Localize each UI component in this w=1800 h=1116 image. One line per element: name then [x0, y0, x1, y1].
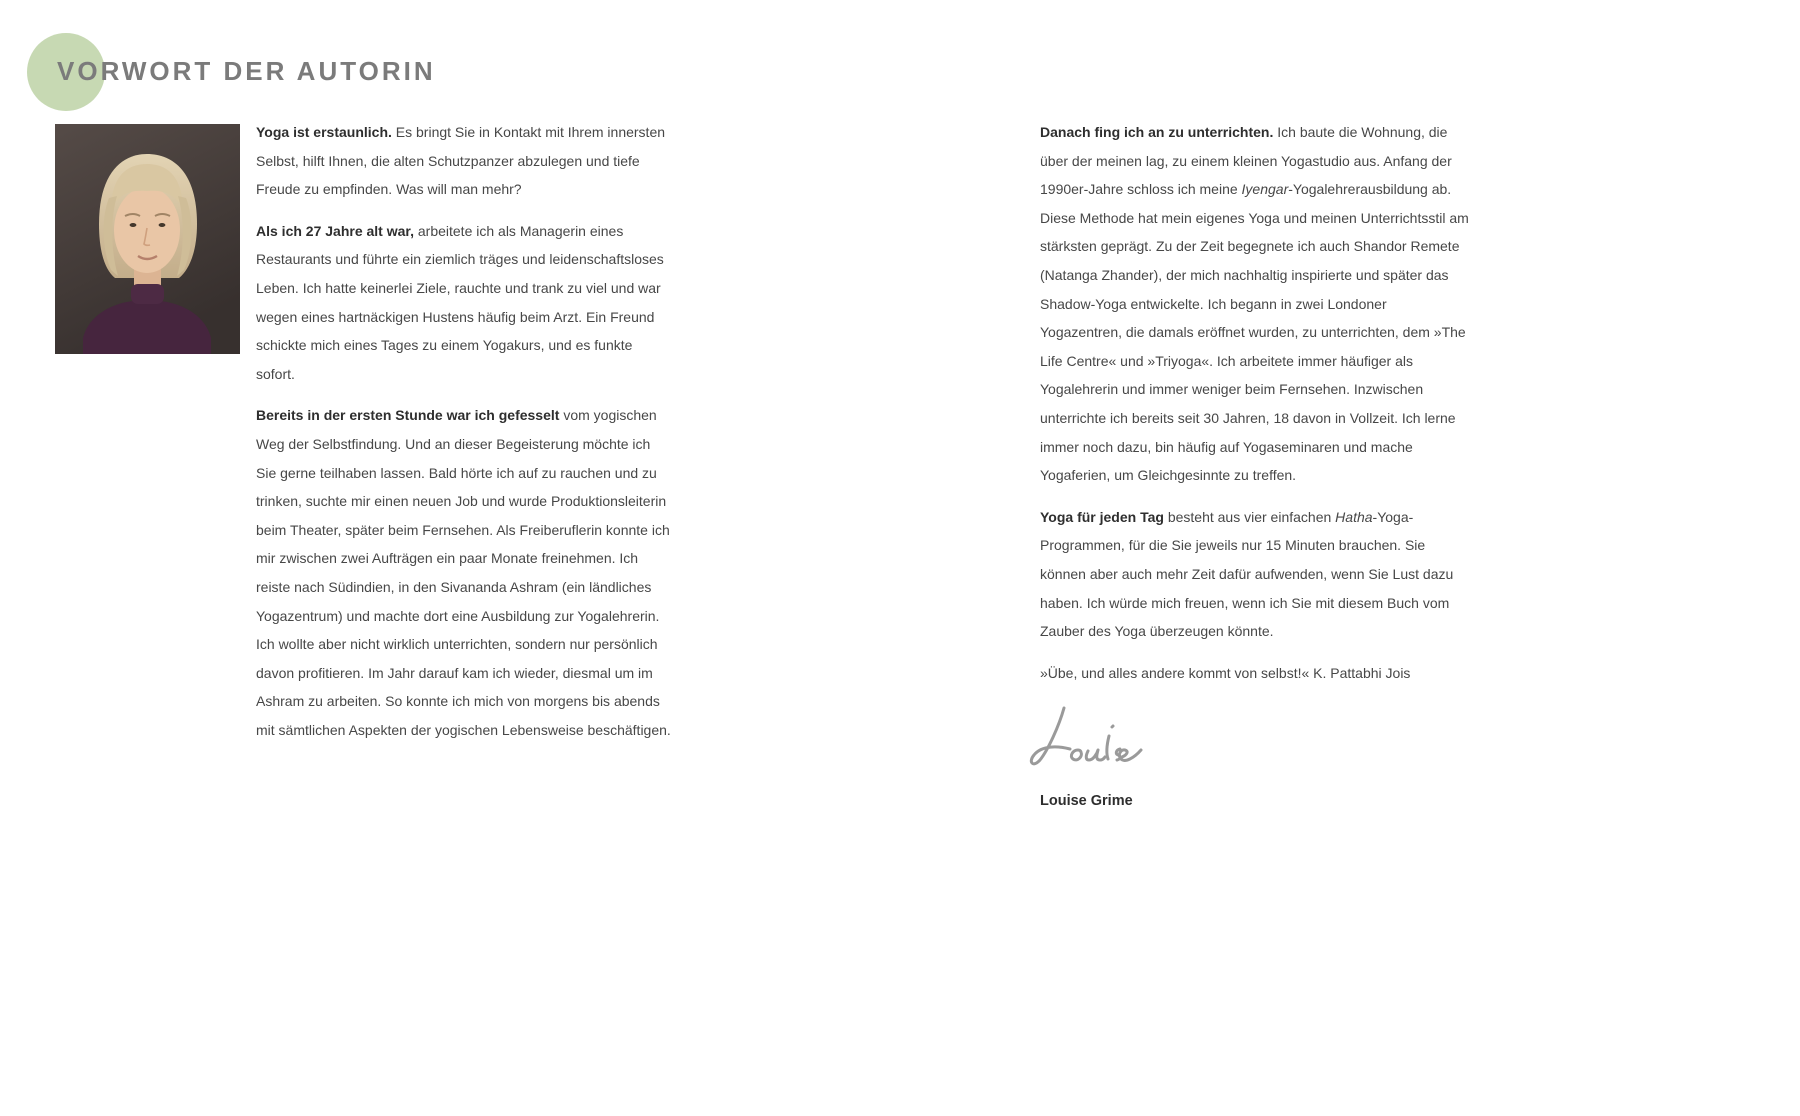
paragraph [1040, 503, 1470, 646]
signature-stroke-i [1107, 736, 1109, 759]
signature-i-dot [1112, 726, 1113, 727]
quote-line: »Übe, und alles andere kommt von selbst!« K. Pattabhi Jois [1040, 664, 1411, 681]
paragraph-lead: Yoga für jeden Tag [1040, 508, 1164, 525]
paragraph-lead: Danach fing ich an zu unterrichten. [1040, 124, 1274, 140]
signature-stroke-L [1031, 708, 1070, 764]
paragraph-lead: Yoga ist erstaunlich. [256, 124, 392, 140]
paragraph [256, 118, 672, 204]
italic-term: Iyengar [1241, 181, 1289, 198]
signature-stroke-e [1119, 750, 1141, 761]
eye-right [159, 223, 166, 227]
author-signature [1018, 700, 1158, 785]
eye-left [130, 223, 137, 227]
paragraph-text: vom yogischen Weg der Selbstfindung. Und an dieser Begeisterung möchte ich Sie gerne teilhaben lassen. Bald hörte ich auf zu rauchen und zu trinken, suchte mir einen neuen Job und wurde Produktionsleiterin beim Theater, später beim Fernsehen. Als Freiberuflerin konnte ich mir zwischen zwei Aufträgen ein paar Monate freinehmen. Ich reiste nach Südindien, in den Sivananda Ashram (ein ländliches Yogazentrum) und machte dort eine Ausbildung zur Yogalehrerin. Ich wollte aber nicht wirklich unterrichten, sondern nur persönlich davon profitieren. Im Jahr darauf kam ich wieder, diesmal um im Ashram zu arbeiten. So konnte ich mich von morgens bis abends mit sämtlichen Aspekten der yogischen Lebensweise beschäftigen. [256, 407, 671, 738]
italic-term: Hatha [1335, 508, 1373, 525]
paragraph [256, 217, 672, 389]
paragraph-text: -Yoga-Programmen, für die Sie jeweils nur 15 Minuten brauchen. Sie können aber auch mehr Zeit dafür aufwenden, wenn Sie Lust dazu haben. Ich würde mich freuen, wenn ich Sie mit diesem Buch vom Zauber des Yoga überzeugen könnte. [1040, 508, 1454, 640]
author-name: Louise Grime [1040, 793, 1133, 810]
paragraph [256, 401, 672, 744]
paragraph-text: Ich baute die Wohnung, die über der meinen lag, zu einem kleinen Yogastudio aus. Anfang der 1990er-Jahre schloss ich meine [1040, 124, 1452, 198]
page-title: VORWORT DER AUTORIN [57, 56, 436, 86]
paragraph-lead: Bereits in der ersten Stunde war ich gefesselt [256, 407, 560, 424]
paragraph-lead: Als ich 27 Jahre alt war, [256, 222, 414, 239]
right-text-column [1040, 118, 1470, 816]
paragraph-text: arbeitete ich als Managerin eines Restaurants und führte ein ziemlich träges und leidenschaftsloses Leben. Ich hatte keinerlei Ziele, rauchte und trank zu viel und war wegen eines hartnäckigen Hustens häufig beim Arzt. Ein Freund schickte mich eines Tages zu einem Yogakurs, und es funkte sofort. [256, 222, 664, 382]
paragraph-text: -Yogalehrerausbildung ab. Diese Methode hat mein eigenes Yoga und meinen Unterrichtsstil am stärksten geprägt. Zu der Zeit begegnete ich auch Shandor Remete (Natanga Zhander), der mich nachhaltig inspirierte und später das Shadow-Yoga entwickelte. Ich begann in zwei Londoner Yogazentren, die damals eröffnet wurden, zu unterrichten, dem »The Life Centre« und »Triyoga«. Ich arbeitete immer häufiger als Yogalehrerin und immer weniger beim Fernsehen. Inzwischen unterrichte ich bereits seit 30 Jahren, 18 davon in Vollzeit. Ich lerne immer noch dazu, bin häufig auf Yogaseminaren und mache Yogaferien, um Gleichgesinnte zu treffen. [1040, 181, 1469, 484]
turtleneck-collar [131, 284, 164, 304]
author-portrait-photo [55, 124, 240, 354]
paragraph-text: Es bringt Sie in Kontakt mit Ihrem innersten Selbst, hilft Ihnen, die alten Schutzpanzer abzulegen und tiefe Freude zu empfinden. Was will man mehr? [256, 124, 666, 198]
left-text-column [256, 118, 672, 757]
signature-stroke-u [1086, 750, 1105, 760]
paragraph [1040, 118, 1470, 490]
signature-stroke-o [1071, 750, 1081, 760]
paragraph-text: besteht aus vier einfachen [1163, 508, 1336, 525]
